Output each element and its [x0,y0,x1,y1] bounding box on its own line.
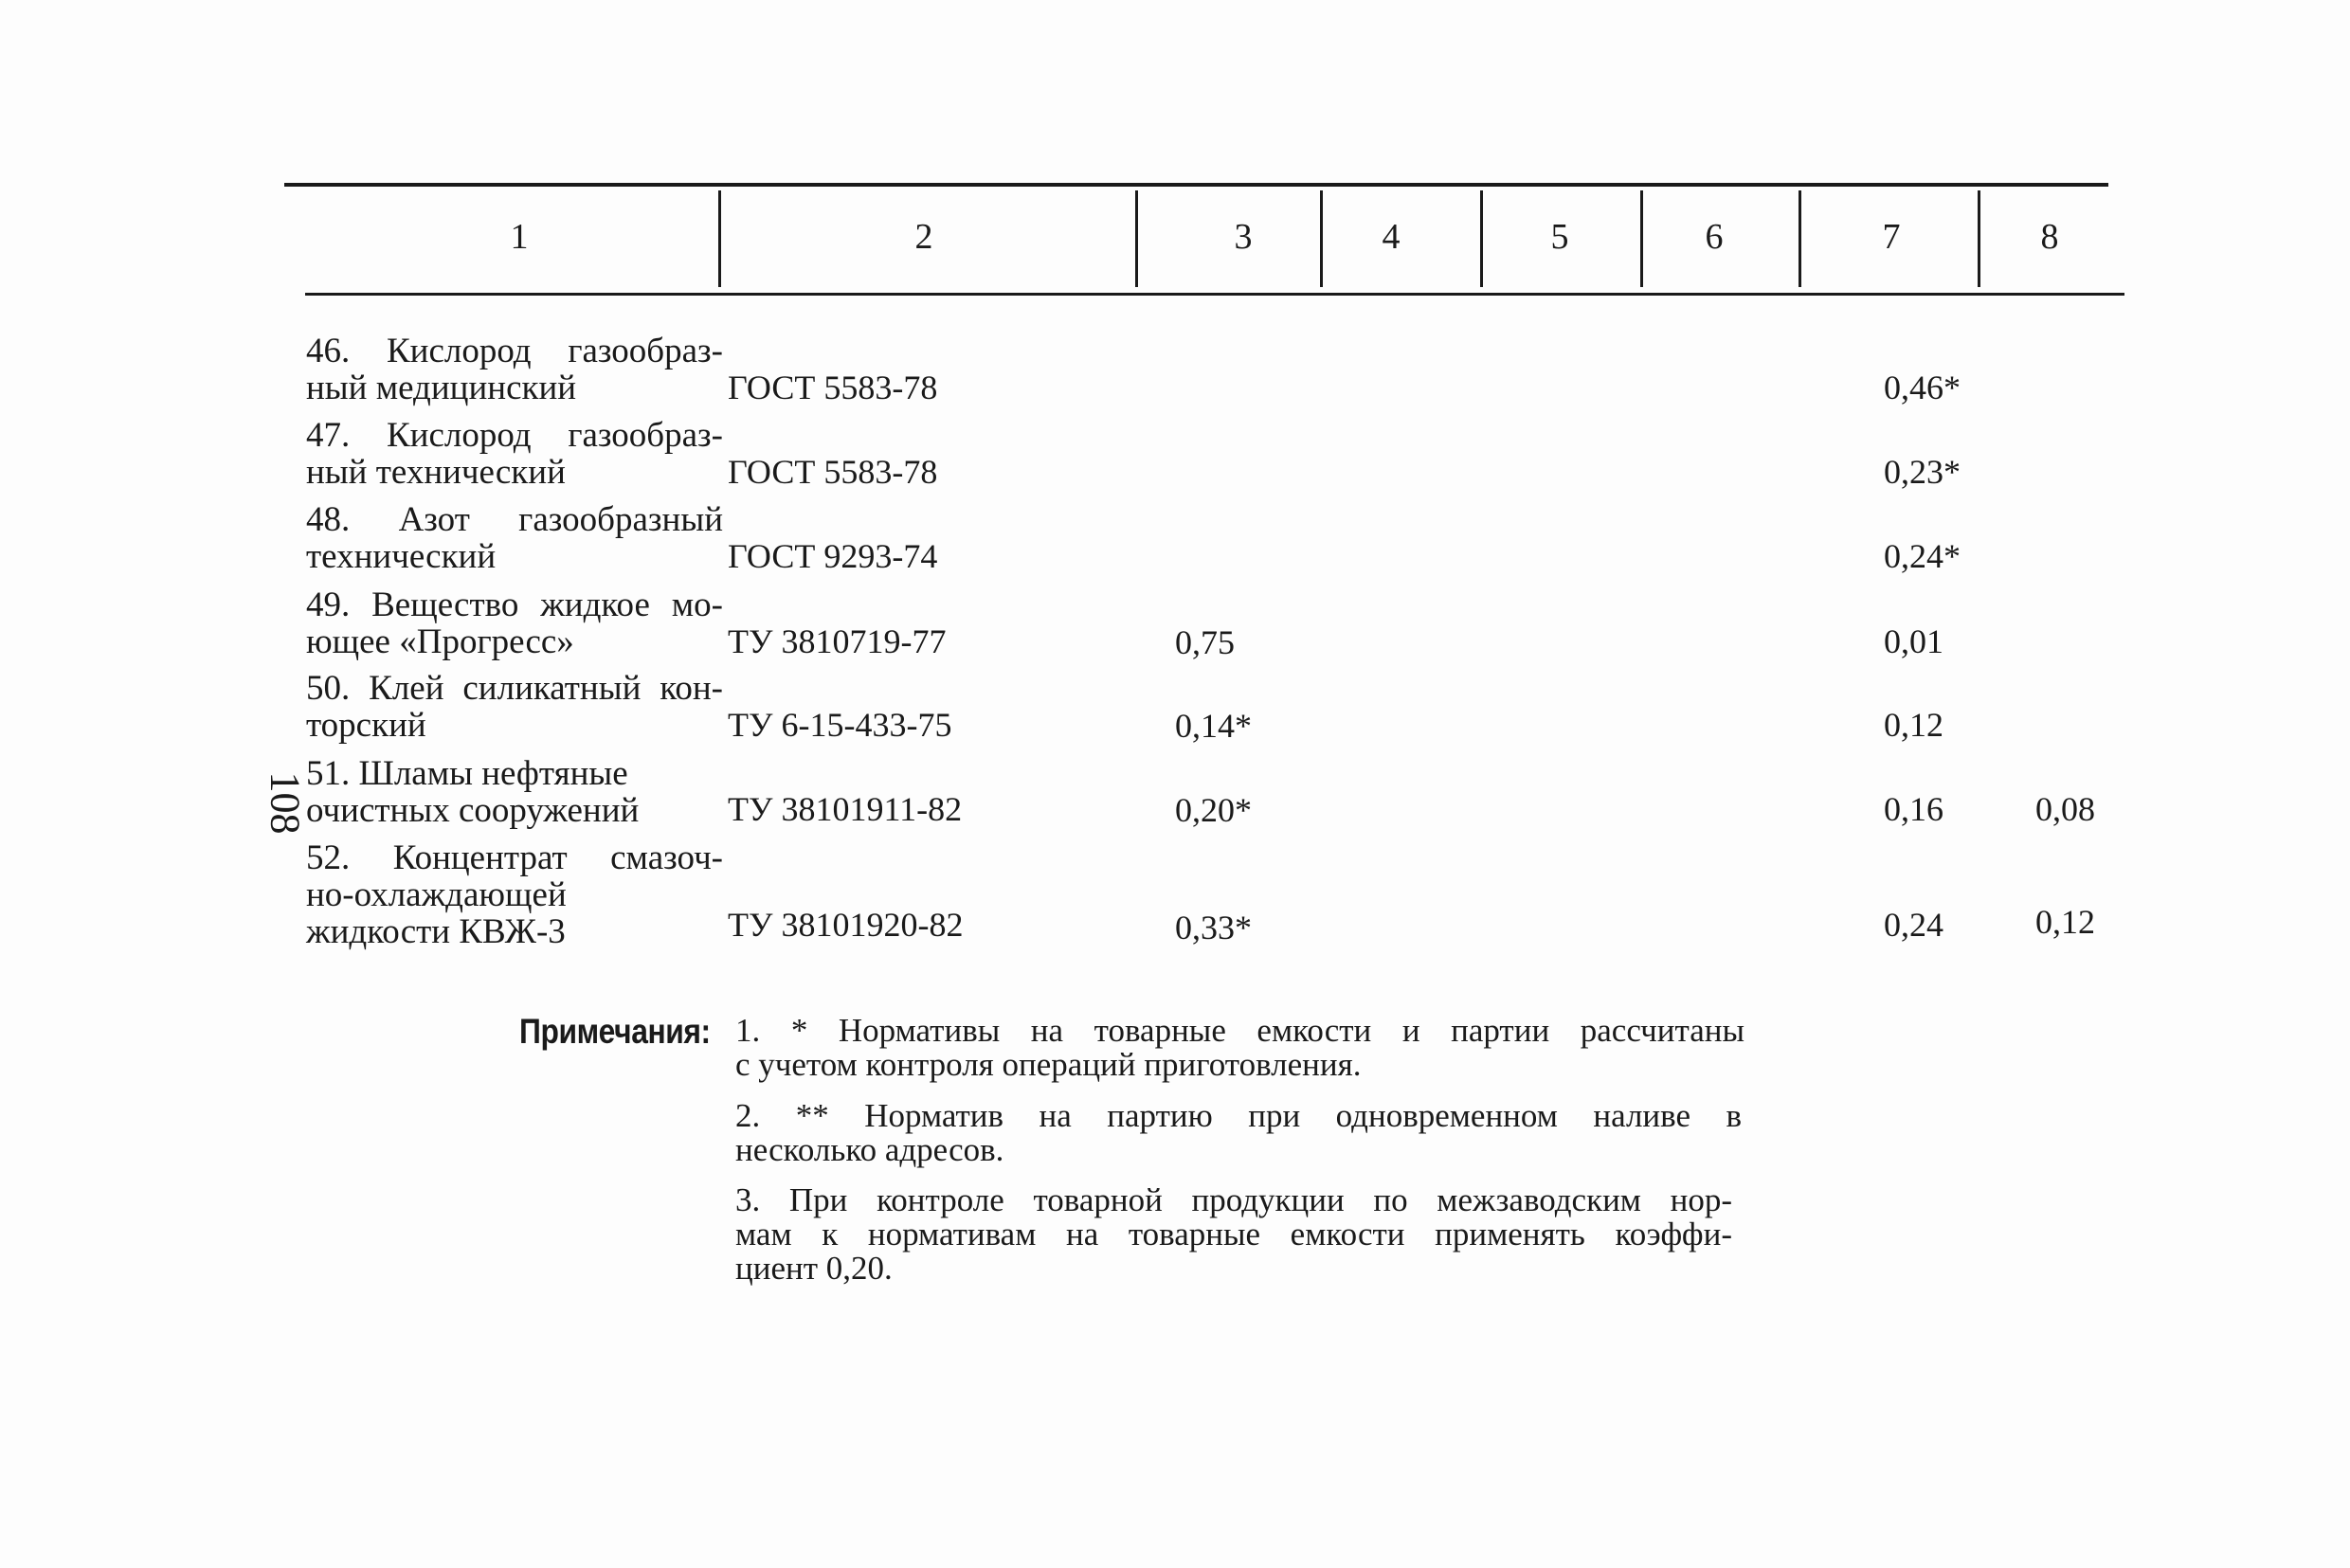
column-header-1: 1 [510,217,529,257]
row-52-standard: ТУ 38101920-82 [728,906,964,944]
name-line: 49. Вещество жидкое мо- [306,586,723,624]
row-52-col7: 0,24 [1884,906,1943,944]
name-line: 50. Клей силикатный кон- [306,669,723,708]
column-header-4: 4 [1382,217,1401,257]
row-48-standard: ГОСТ 9293-74 [728,537,938,575]
name-line: торский [306,706,426,745]
column-separator [1480,190,1483,287]
note-3 [735,1183,1732,1286]
name-line: 48. Азот газообразный [306,500,723,539]
name-line: жидкости КВЖ-3 [306,912,566,951]
page-number: 108 [262,771,309,835]
row-51-name [306,755,723,829]
table-header-bottom-rule [305,293,2124,296]
name-line: очистных сооружений [306,791,640,830]
note-line: мам к нормативам на товарные емкости применять коэффи- [735,1216,1732,1253]
column-separator [1320,190,1323,287]
note-line: 1. * Нормативы на товарные емкости и партии рассчитаны [735,1012,1744,1049]
row-48-col7: 0,24* [1884,537,1961,575]
column-header-7: 7 [1882,217,1901,257]
row-51-standard: ТУ 38101911-82 [728,790,963,828]
row-49-col7: 0,01 [1884,622,1943,660]
row-49-standard: ТУ 3810719-77 [728,622,947,660]
table-top-rule [284,183,2108,187]
row-48-name [306,501,723,575]
note-line: с учетом контроля операций приготовления. [735,1046,1362,1083]
column-header-2: 2 [914,217,933,257]
row-51-col8: 0,08 [2035,790,2095,828]
name-line: ющее «Прогресс» [306,622,574,661]
row-47-col7: 0,23* [1884,453,1961,491]
row-46-name [306,333,723,406]
row-51-col3: 0,20* [1175,791,1252,829]
name-line: 52. Концентрат смазоч- [306,838,723,877]
column-header-5: 5 [1550,217,1569,257]
name-line: 46. Кислород газообраз- [306,332,723,370]
column-separator [1640,190,1643,287]
column-header-6: 6 [1705,217,1724,257]
name-line: ный технический [306,453,566,492]
note-line: несколько адресов. [735,1131,1004,1168]
column-separator [1799,190,1801,287]
column-separator [718,190,721,287]
row-50-name [306,670,723,744]
name-line: но-охлаждающей [306,875,567,914]
note-2 [735,1099,1742,1167]
name-line: технический [306,537,497,576]
column-header-3: 3 [1234,217,1253,257]
column-header-8: 8 [2040,217,2059,257]
row-50-standard: ТУ 6-15-433-75 [728,706,952,744]
name-line: ный медицинский [306,369,577,407]
row-52-col3: 0,33* [1175,909,1252,946]
row-52-name [306,839,723,950]
notes-label: Примечания: [519,1012,711,1051]
column-separator [1135,190,1138,287]
column-separator [1978,190,1980,287]
row-51-col7: 0,16 [1884,790,1943,828]
row-50-col3: 0,14* [1175,707,1252,745]
row-46-standard: ГОСТ 5583-78 [728,369,938,406]
row-49-col3: 0,75 [1175,623,1235,661]
note-line: 2. ** Норматив на партию при одновременном наливе в [735,1097,1742,1134]
row-49-name [306,586,723,660]
row-46-col7: 0,46* [1884,369,1961,406]
name-line: 51. Шламы нефтяные [306,754,628,793]
name-line: 47. Кислород газообраз- [306,416,723,455]
row-47-standard: ГОСТ 5583-78 [728,453,938,491]
row-47-name [306,417,723,491]
note-line: циент 0,20. [735,1250,893,1287]
note-1 [735,1014,1744,1082]
note-line: 3. При контроле товарной продукции по межзаводским нор- [735,1181,1732,1218]
row-50-col7: 0,12 [1884,706,1943,744]
row-52-col8: 0,12 [2035,903,2095,941]
